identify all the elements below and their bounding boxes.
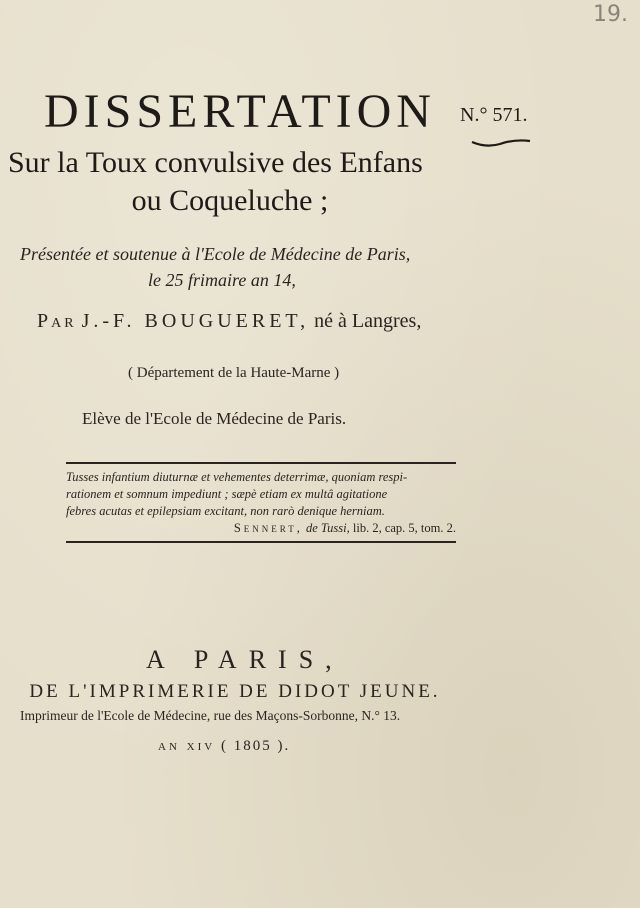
epigraph-line: rationem et somnum impediunt ; sæpè etiam ex multâ agitatione	[66, 487, 388, 501]
epigraph	[66, 469, 456, 537]
epigraph-citation	[66, 520, 456, 537]
citation-work: de Tussi,	[305, 521, 350, 535]
imprint-place: A PARIS,	[146, 645, 344, 674]
epigraph-line: febres acutas et epilepsiam excitant, non rarò denique herniam.	[66, 504, 385, 518]
epigraph-top-rule	[66, 462, 456, 464]
subtitle-line-1: Sur la Toux convulsive des Enfans	[8, 146, 423, 179]
imprint-address: Imprimeur de l'Ecole de Médecine, rue des Maçons-Sorbonne, N.° 13.	[20, 708, 401, 723]
student-line: Elève de l'Ecole de Médecine de Paris.	[82, 409, 347, 428]
department-line: ( Département de la Haute-Marne )	[128, 365, 340, 381]
imprint-year	[158, 738, 290, 755]
author-prefix: Par	[37, 310, 77, 332]
document-title: DISSERTATION	[44, 85, 436, 138]
author-line	[37, 310, 421, 333]
citation-reference: lib. 2, cap. 5, tom. 2.	[352, 521, 456, 535]
author-name: J.-F. BOUGUERET,	[81, 310, 310, 332]
author-origin: né à Langres,	[314, 310, 422, 332]
epigraph-bottom-rule	[66, 541, 456, 543]
pencil-annotation: 19.	[593, 2, 628, 27]
citation-author: Sennert,	[233, 521, 303, 535]
flourish-ornament	[470, 136, 532, 150]
imprint-printer: DE L'IMPRIMERIE DE DIDOT JEUNE.	[29, 681, 441, 702]
presentation-line-2: le 25 frimaire an 14,	[148, 270, 296, 290]
year-prefix: an xiv	[158, 738, 216, 754]
catalog-number: N.° 571.	[460, 104, 528, 126]
epigraph-line: Tusses infantium diuturnæ et vehementes deterrimæ, quoniam respi-	[66, 470, 408, 484]
subtitle-line-2: ou Coqueluche ;	[131, 184, 329, 217]
presentation-line-1: Présentée et soutenue à l'Ecole de Médecine de Paris,	[20, 244, 411, 264]
year-value: ( 1805 ).	[220, 738, 291, 754]
